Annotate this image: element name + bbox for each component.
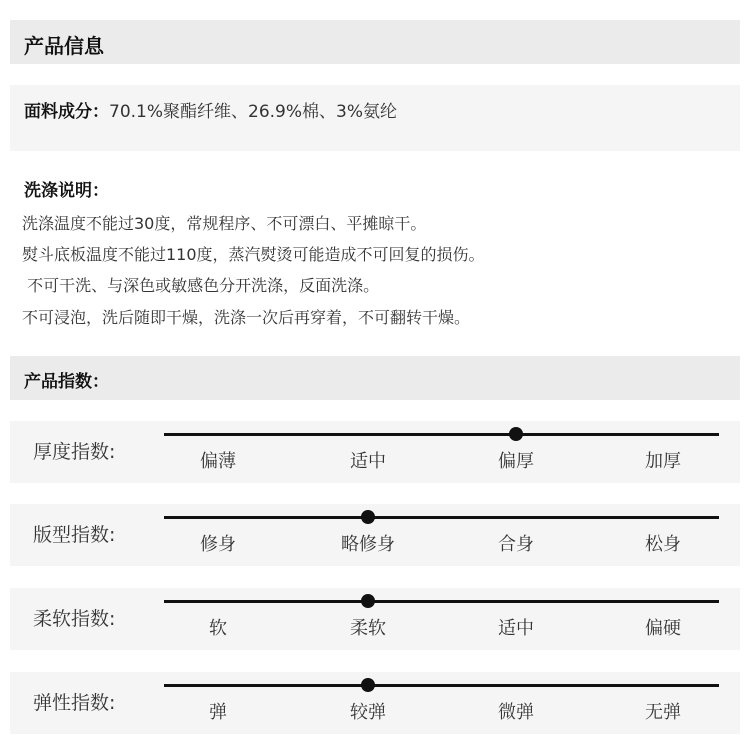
index-option: 加厚 <box>645 451 681 472</box>
index-option: 松身 <box>645 534 681 555</box>
washing-line: 洗涤温度不能过30度，常规程序、不可漂白、平摊晾干。 <box>22 214 427 233</box>
fabric-label: 面料成分： <box>24 102 109 122</box>
index-scale-line <box>164 433 719 436</box>
index-option: 较弹 <box>350 702 386 723</box>
index-row <box>10 504 740 566</box>
index-scale-line <box>164 600 719 603</box>
index-option: 柔软 <box>350 618 386 639</box>
index-option: 软 <box>209 618 227 639</box>
index-option: 弹 <box>209 702 227 723</box>
index-row-label: 柔软指数: <box>33 608 116 630</box>
indices-title: 产品指数： <box>24 372 109 392</box>
index-row <box>10 672 740 734</box>
index-row <box>10 588 740 650</box>
index-row-label: 厚度指数: <box>33 441 116 463</box>
index-marker-dot <box>361 510 375 524</box>
index-row-label: 版型指数: <box>33 524 116 546</box>
page-title: 产品信息 <box>24 34 104 58</box>
index-option: 略修身 <box>341 534 395 555</box>
index-row-label: 弹性指数: <box>33 692 116 714</box>
index-option: 适中 <box>350 451 386 472</box>
index-scale-line <box>164 516 719 519</box>
index-scale-line <box>164 684 719 687</box>
index-marker-dot <box>361 594 375 608</box>
index-marker-dot <box>361 678 375 692</box>
fabric-value: 70.1%聚酯纤维、26.9%棉、3%氨纶 <box>109 102 397 122</box>
washing-title: 洗涤说明： <box>24 181 109 201</box>
index-option: 偏硬 <box>645 618 681 639</box>
index-option: 修身 <box>200 534 236 555</box>
index-option: 无弹 <box>645 702 681 723</box>
fabric-composition <box>24 97 397 122</box>
index-option: 偏薄 <box>200 451 236 472</box>
index-option: 合身 <box>498 534 534 555</box>
indices-header-band <box>10 356 740 400</box>
washing-line: 熨斗底板温度不能过110度，蒸汽熨烫可能造成不可回复的损伤。 <box>22 245 485 264</box>
product-info-header-band <box>10 20 740 64</box>
index-row <box>10 421 740 483</box>
washing-line: 不可浸泡，洗后随即干燥，洗涤一次后再穿着，不可翻转干燥。 <box>22 308 471 327</box>
index-marker-dot <box>509 427 523 441</box>
index-option: 适中 <box>498 618 534 639</box>
washing-line: 不可干洗、与深色或敏感色分开洗涤，反面洗涤。 <box>22 276 380 295</box>
index-option: 微弹 <box>498 702 534 723</box>
index-option: 偏厚 <box>498 451 534 472</box>
